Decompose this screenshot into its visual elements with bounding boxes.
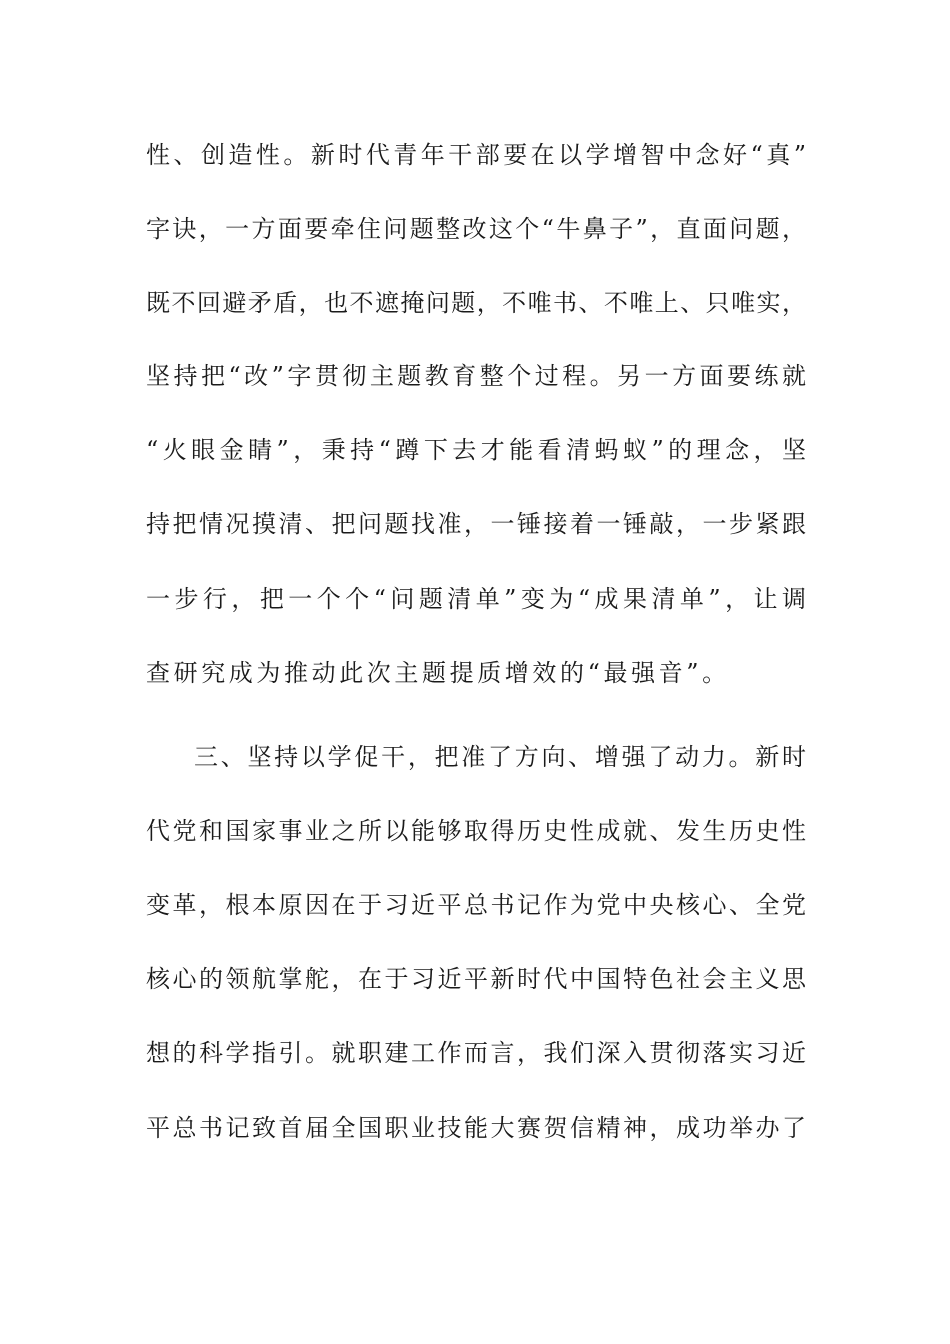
text-line-3: 既不回避矛盾，也不遮掩问题，不唯书、不唯上、只唯实， (146, 289, 806, 317)
text-line-14: 平总书记致首届全国职业技能大赛贺信精神，成功举办了 (146, 1114, 806, 1142)
text-line-1: 性、创造性。新时代青年干部要在以学增智中念好“真” (146, 141, 806, 169)
text-line-11: 变革，根本原因在于习近平总书记作为党中央核心、全党 (146, 891, 806, 919)
text-line-6: 持把情况摸清、把问题找准，一锤接着一锤敲，一步紧跟 (146, 510, 806, 538)
text-line-13: 想的科学指引。就职建工作而言，我们深入贯彻落实习近 (146, 1039, 806, 1067)
text-line-7: 一步行，把一个个“问题清单”变为“成果清单”，让调 (146, 585, 806, 613)
text-line-12: 核心的领航掌舵，在于习近平新时代中国特色社会主义思 (146, 965, 806, 993)
text-line-2: 字诀，一方面要牵住问题整改这个“牛鼻子”，直面问题， (146, 215, 806, 243)
text-line-10: 代党和国家事业之所以能够取得历史性成就、发生历史性 (146, 817, 806, 845)
section-heading-line: 三、坚持以学促干，把准了方向、增强了动力。新时 (194, 743, 806, 771)
text-line-4: 坚持把“改”字贯彻主题教育整个过程。另一方面要练就 (146, 362, 806, 390)
text-line-8: 查研究成为推动此次主题提质增效的“最强音”。 (146, 659, 730, 687)
text-line-5: “火眼金睛”，秉持“蹲下去才能看清蚂蚁”的理念，坚 (146, 436, 806, 464)
